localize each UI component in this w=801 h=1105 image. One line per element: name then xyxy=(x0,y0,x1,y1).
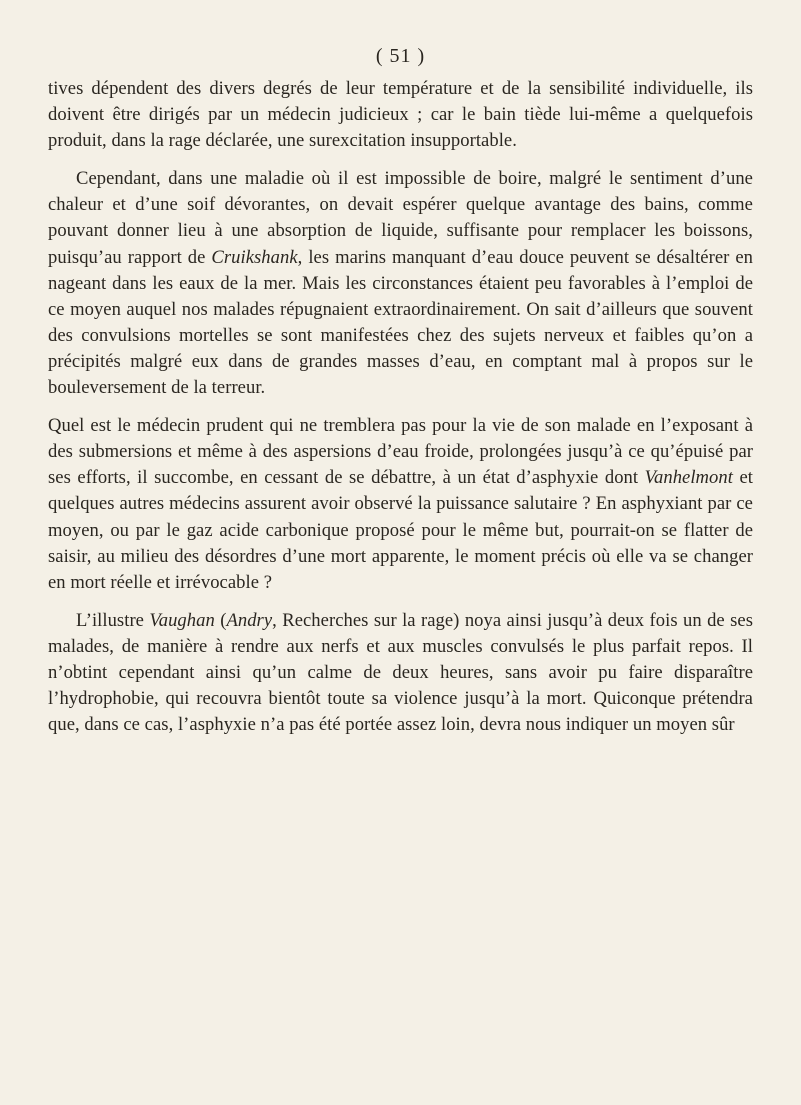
paragraph-3-text-a: Quel est le médecin prudent qui ne tremblera pas pour la vie de son malade en l’exposant à des submersions et même à des aspersions d’eau froide, prolongées jusqu’à ce qu’épuisé par ses efforts, il succombe, en cessant de se débattre, à un état d’asphyxie dont xyxy=(48,415,753,489)
page-body xyxy=(48,76,753,738)
paragraph-4-text-b: ( xyxy=(214,609,227,631)
paragraph-2-text-a: Cependant, dans une maladie où il est impossible de boire, malgré le sentiment d’une chaleur et d’une soif dévorantes, on devait espérer quelque avantage des bains, comme pouvant donner lieu à une absorption de liquide, suffisante pour remplacer les boissons, puisqu’au rapport de xyxy=(48,168,753,268)
author-name-andry: Andry xyxy=(226,609,273,631)
paragraph-1-text: tives dépendent des divers degrés de leur température et de la sensibilité individuelle, ils doivent être dirigés par un médecin judicieux ; car le bain tiède lui-même a quelquefois produit, dans la rage déclarée, une surexcitation insupportable. xyxy=(48,78,753,152)
author-name-vanhelmont: Vanhelmont xyxy=(644,467,733,489)
paragraph-3-text-b: et quelques autres médecins assurent avoir observé la puissance salutaire ? En asphyxiant par ce moyen, ou par le gaz acide carbonique proposé pour le même but, pourrait-on se flatter de saisir, au milieu des désordres d’une mort apparente, le moment précis où elle va se changer en mort réelle et irrévocable ? xyxy=(48,467,753,593)
paragraph-4-text-c: , Recherches sur la rage) noya ainsi jusqu’à deux fois un de ses malades, de manière à rendre aux nerfs et aux muscles convulsés le plus parfait repos. Il n’obtint cependant ainsi qu’un calme de deux heures, sans avoir pu faire disparaître l’hydrophobie, qui recouvra bientôt toute sa violence jusqu’à la mort. Quiconque prétendra que, dans ce cas, l’asphyxie n’a pas été portée assez loin, devra nous indiquer un moyen sûr xyxy=(48,609,753,736)
paragraph-2 xyxy=(48,166,753,401)
paragraph-3 xyxy=(48,413,753,596)
paragraph-2-text-b: , les marins manquant d’eau douce peuvent se désaltérer en nageant dans les eaux de la mer. Mais les circonstances étaient peu favorables à l’emploi de ce moyen auquel nos malades répugnaient extraordinairement. On sait d’ailleurs que souvent des convulsions mortelles se sont manifestées chez des sujets nerveux et faibles qu’on a précipités malgré eux dans de grandes masses d’eau, en comptant mal à propos sur le bouleversement de la terreur. xyxy=(48,246,753,399)
paragraph-4-text-a: L’illustre xyxy=(76,609,150,631)
paragraph-4 xyxy=(48,608,753,738)
paragraph-1 xyxy=(48,76,753,154)
author-name-cruikshank: Cruikshank xyxy=(211,246,298,268)
page-number: ( 51 ) xyxy=(375,45,426,67)
author-name-vaughan: Vaughan xyxy=(149,609,215,631)
